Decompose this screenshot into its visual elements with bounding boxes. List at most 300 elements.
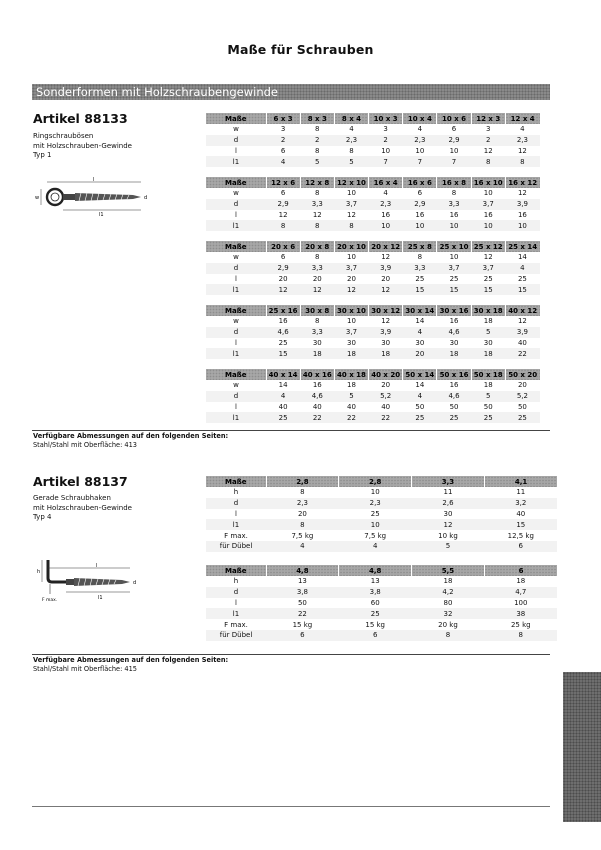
header-label: Maße <box>206 476 266 487</box>
drawing-label-d: d <box>144 195 148 201</box>
table-cell: 15 <box>484 519 557 530</box>
table-header-row <box>206 241 540 252</box>
table-cell: 10 <box>370 488 380 497</box>
table-cell: 12 <box>266 284 300 295</box>
row-label: l1 <box>206 412 266 423</box>
article-88133-availability <box>33 432 228 450</box>
table-cell: 16 <box>415 210 425 219</box>
header-label: Maße <box>206 241 266 252</box>
table-cell: 50 <box>449 402 459 411</box>
table-row <box>206 412 540 423</box>
table-cell: 30 <box>483 338 493 347</box>
column-header: 50 x 16 <box>437 369 471 380</box>
table-row <box>206 530 557 541</box>
column-header: 40 x 20 <box>369 369 403 380</box>
table-cell: 15 <box>266 348 300 359</box>
table-cell: 12 <box>278 210 288 219</box>
table-cell: 4,6 <box>266 327 300 338</box>
table-cell: 3,7 <box>334 199 368 210</box>
table-cell: 7,5 kg <box>291 531 314 540</box>
table-cell: 12 <box>517 317 527 326</box>
table-cell: 10 <box>369 220 403 231</box>
column-header: 40 x 12 <box>505 305 539 316</box>
table-cell: 25 <box>505 412 539 423</box>
column-header: 8 x 4 <box>334 113 368 124</box>
article-88137-desc-line: mit Holzschrauben-Gewinde <box>33 503 132 512</box>
table-cell: 4,6 <box>437 391 471 402</box>
table-cell: 20 <box>297 509 307 518</box>
table-cell: 8 <box>349 146 354 155</box>
table-cell: 14 <box>278 381 288 390</box>
table-cell: 4 <box>403 327 437 338</box>
drawing-label-l1: l1 <box>99 212 104 216</box>
table-cell: 4 <box>383 189 388 198</box>
column-header: 4,8 <box>266 565 339 576</box>
row-label: l <box>235 509 237 518</box>
table-header-row <box>206 369 540 380</box>
column-header: 16 x 10 <box>471 177 505 188</box>
table-row <box>206 252 540 263</box>
table-row <box>206 338 540 349</box>
table-row <box>206 146 540 157</box>
row-label: l1 <box>206 608 266 619</box>
table-cell: 10 kg <box>438 531 458 540</box>
table-cell: 18 <box>443 577 453 586</box>
table-cell: 8 <box>334 220 368 231</box>
table-cell: 8 <box>315 125 320 134</box>
table-cell: 25 <box>449 274 459 283</box>
table-cell: 16 <box>483 210 493 219</box>
column-header: 12 x 4 <box>505 113 539 124</box>
drawing-label-h: h <box>37 569 41 575</box>
header-label: Maße <box>206 565 266 576</box>
table-cell: 22 <box>369 412 403 423</box>
footer-divider <box>32 806 550 807</box>
drawing-label-d: d <box>133 580 137 586</box>
table-cell: 25 kg <box>510 620 531 629</box>
table-cell: 16 <box>381 210 391 219</box>
table-cell: 2,9 <box>266 263 300 274</box>
table-cell: 2,9 <box>437 135 471 146</box>
table-cell: 20 <box>312 274 322 283</box>
table-cell: 25 <box>266 412 300 423</box>
table-cell: 25 <box>517 274 527 283</box>
dimension-table <box>206 565 557 641</box>
dimension-table <box>206 305 540 359</box>
table-row <box>206 391 540 402</box>
table-cell: 4 <box>266 156 300 167</box>
table-cell: 40 <box>381 402 391 411</box>
table-cell: 3,3 <box>403 263 437 274</box>
column-header: 2,8 <box>339 476 412 487</box>
table-cell: 20 <box>347 274 356 283</box>
table-cell: 4 <box>417 125 423 134</box>
table-row <box>206 402 540 413</box>
column-header: 16 x 4 <box>369 177 403 188</box>
row-label: F max. <box>224 620 248 629</box>
column-header: 30 x 10 <box>334 305 368 316</box>
column-header: 12 x 8 <box>300 177 334 188</box>
table-cell: 2 <box>266 135 300 146</box>
row-label: d <box>206 327 266 338</box>
column-header: 20 x 6 <box>266 241 300 252</box>
table-cell: 3,8 <box>266 587 339 598</box>
table-cell: 5 <box>334 391 368 402</box>
table-cell: 14 <box>517 253 527 262</box>
table-cell: 8 <box>471 156 505 167</box>
table-cell: 38 <box>484 608 557 619</box>
column-header: 25 x 14 <box>505 241 539 252</box>
table-row <box>206 274 540 285</box>
table-cell: 2,3 <box>369 199 403 210</box>
table-cell: 25 <box>415 274 425 283</box>
table-cell: 8 <box>266 519 339 530</box>
table-cell: 40 <box>278 402 288 411</box>
table-cell: 15 <box>437 284 471 295</box>
table-cell: 16 <box>517 210 527 219</box>
column-header: 12 x 6 <box>266 177 300 188</box>
row-label: d <box>206 135 266 146</box>
table-cell: 10 <box>347 189 356 198</box>
column-header: 12 x 10 <box>334 177 368 188</box>
table-cell: 40 <box>517 338 527 347</box>
row-label: h <box>233 577 239 586</box>
row-label: l <box>235 402 237 411</box>
table-cell: 20 <box>381 274 391 283</box>
table-cell: 3,2 <box>484 498 557 509</box>
table-cell: 4 <box>266 391 300 402</box>
article-88137-description <box>33 494 203 523</box>
hook-screw-drawing <box>36 556 146 602</box>
table-cell: 18 <box>471 348 505 359</box>
table-cell: 8 <box>315 317 320 326</box>
table-cell: 10 <box>347 317 356 326</box>
availability-heading: Verfügbare Abmessungen auf den folgenden Seiten: <box>33 656 229 664</box>
table-cell: 2,3 <box>403 135 437 146</box>
section-banner: Sonderformen mit Holzschraubengewinde <box>32 84 550 100</box>
table-cell: 100 <box>514 598 528 607</box>
table-row <box>206 220 540 231</box>
table-row <box>206 576 557 587</box>
column-header: 50 x 14 <box>403 369 437 380</box>
table-row <box>206 199 540 210</box>
column-header: 16 x 12 <box>505 177 539 188</box>
table-cell: 40 <box>312 402 322 411</box>
row-label: w <box>233 253 239 262</box>
table-row <box>206 619 557 630</box>
table-cell: 3,3 <box>300 199 334 210</box>
table-cell: 10 <box>483 189 493 198</box>
table-cell: 18 <box>483 381 493 390</box>
header-label: Maße <box>206 177 266 188</box>
column-header: 25 x 16 <box>266 305 300 316</box>
table-cell: 10 <box>437 220 471 231</box>
table-cell: 16 <box>449 381 459 390</box>
row-label: w <box>233 189 239 198</box>
table-cell: 6 <box>280 189 286 198</box>
column-header: 10 x 3 <box>369 113 403 124</box>
table-cell: 4 <box>403 391 437 402</box>
table-cell: 50 <box>483 402 493 411</box>
table-cell: 14 <box>415 317 425 326</box>
drawing-label-l: l <box>96 563 98 569</box>
row-label: d <box>206 391 266 402</box>
table-row <box>206 509 557 520</box>
column-header: 4,8 <box>339 565 412 576</box>
table-cell: 8 <box>315 146 320 155</box>
table-row <box>206 210 540 221</box>
column-header: 50 x 18 <box>471 369 505 380</box>
table-cell: 5 <box>471 327 505 338</box>
table-cell: 3,7 <box>334 263 368 274</box>
table-cell: 16 <box>449 210 459 219</box>
column-header: 30 x 8 <box>300 305 334 316</box>
row-label: l1 <box>206 220 266 231</box>
table-cell: 3 <box>485 125 491 134</box>
table-cell: 8 <box>266 220 300 231</box>
table-cell: 14 <box>415 381 425 390</box>
table-cell: 10 <box>449 146 459 155</box>
table-cell: 3,8 <box>339 587 412 598</box>
table-cell: 2 <box>300 135 334 146</box>
table-cell: 20 <box>381 381 391 390</box>
table-row <box>206 541 557 552</box>
table-cell: 16 <box>312 381 322 390</box>
table-cell: 50 <box>297 598 307 607</box>
table-cell: 5 <box>334 156 368 167</box>
table-cell: 12 <box>300 284 334 295</box>
table-cell: 18 <box>334 348 368 359</box>
table-header-row <box>206 177 540 188</box>
table-cell: 10 <box>471 220 505 231</box>
table-cell: 20 <box>278 274 288 283</box>
row-label: l1 <box>206 284 266 295</box>
table-cell: 11 <box>443 488 453 497</box>
row-label: h <box>233 488 239 497</box>
table-cell: 20 <box>403 348 437 359</box>
table-cell: 7,5 kg <box>364 531 387 540</box>
dimension-table <box>206 177 540 231</box>
table-cell: 10 <box>415 146 425 155</box>
table-cell: 4,6 <box>437 327 471 338</box>
table-row <box>206 608 557 619</box>
table-cell: 40 <box>516 509 526 518</box>
table-cell: 5 <box>412 541 485 552</box>
table-cell: 3,9 <box>369 327 403 338</box>
table-cell: 50 <box>415 402 425 411</box>
table-cell: 8 <box>412 630 485 641</box>
row-label: F max. <box>224 531 248 540</box>
column-header: 30 x 12 <box>369 305 403 316</box>
row-label: l <box>235 146 237 155</box>
table-cell: 2,3 <box>339 498 412 509</box>
table-header-row <box>206 305 540 316</box>
table-cell: 30 <box>449 338 459 347</box>
availability-text: Stahl/Stahl mit Oberfläche: 413 <box>33 441 137 449</box>
row-label: für Dübel <box>206 541 266 552</box>
table-cell: 12 <box>334 284 368 295</box>
table-cell: 5 <box>300 156 334 167</box>
dimension-table <box>206 241 540 295</box>
table-cell: 7 <box>403 156 437 167</box>
column-header: 6 x 3 <box>266 113 300 124</box>
table-header-row <box>206 476 557 487</box>
table-cell: 30 <box>347 338 356 347</box>
table-cell: 2 <box>471 135 505 146</box>
table-cell: 18 <box>437 348 471 359</box>
table-cell: 25 <box>483 274 493 283</box>
table-cell: 8 <box>315 253 320 262</box>
table-row <box>206 327 540 338</box>
column-header: 40 x 14 <box>266 369 300 380</box>
table-cell: 2,9 <box>403 199 437 210</box>
table-cell: 6 <box>266 630 339 641</box>
table-row <box>206 630 557 641</box>
drawing-label-l1: l1 <box>98 595 103 601</box>
table-row <box>206 598 557 609</box>
dimension-table <box>206 476 557 552</box>
table-cell: 16 <box>449 317 459 326</box>
table-cell: 7 <box>437 156 471 167</box>
table-row <box>206 124 540 135</box>
table-cell: 40 <box>347 402 356 411</box>
table-header-row <box>206 113 540 124</box>
table-cell: 12,5 kg <box>507 531 534 540</box>
article-88133-desc-line: Typ 1 <box>33 151 52 159</box>
table-cell: 12 <box>412 519 485 530</box>
column-header: 4,1 <box>484 476 557 487</box>
table-cell: 4 <box>266 541 339 552</box>
table-cell: 4 <box>505 263 539 274</box>
column-header: 20 x 8 <box>300 241 334 252</box>
table-cell: 10 <box>449 253 459 262</box>
table-header-row <box>206 565 557 576</box>
table-row <box>206 380 540 391</box>
table-row <box>206 587 557 598</box>
section-divider <box>32 430 550 431</box>
table-cell: 10 <box>403 220 437 231</box>
column-header: 10 x 4 <box>403 113 437 124</box>
article-88133-title: Artikel 88133 <box>33 111 128 126</box>
table-cell: 22 <box>334 412 368 423</box>
table-cell: 3,9 <box>505 327 539 338</box>
column-header: 40 x 18 <box>334 369 368 380</box>
table-cell: 6 <box>484 541 557 552</box>
table-cell: 6 <box>280 253 286 262</box>
table-cell: 3,3 <box>437 199 471 210</box>
table-cell: 25 <box>370 509 380 518</box>
table-row <box>206 487 557 498</box>
table-cell: 12 <box>369 284 403 295</box>
table-cell: 30 <box>443 509 453 518</box>
article-88133-desc-line: mit Holzschrauben-Gewinde <box>33 141 132 150</box>
table-cell: 13 <box>297 577 307 586</box>
table-cell: 12 <box>517 189 527 198</box>
table-cell: 18 <box>347 381 356 390</box>
table-cell: 22 <box>505 348 539 359</box>
drawing-label-l: l <box>93 177 95 183</box>
row-label: l <box>235 338 237 347</box>
row-label: w <box>233 317 239 326</box>
header-label: Maße <box>206 305 266 316</box>
table-cell: 12 <box>483 253 493 262</box>
table-row <box>206 348 540 359</box>
table-cell: 4 <box>349 125 354 134</box>
table-cell: 20 <box>517 381 527 390</box>
table-row <box>206 316 540 327</box>
table-cell: 25 <box>403 412 437 423</box>
table-cell: 11 <box>516 488 526 497</box>
row-label: d <box>206 199 266 210</box>
article-88137-title: Artikel 88137 <box>33 474 128 489</box>
table-cell: 4,2 <box>412 587 485 598</box>
table-cell: 2,9 <box>266 199 300 210</box>
table-row <box>206 519 557 530</box>
table-cell: 3,7 <box>334 327 368 338</box>
row-label: w <box>233 125 239 134</box>
table-cell: 25 <box>437 412 471 423</box>
column-header: 6 <box>484 565 557 576</box>
table-cell: 2 <box>369 135 403 146</box>
column-header: 2,8 <box>266 476 339 487</box>
table-cell: 3,7 <box>471 263 505 274</box>
table-cell: 16 <box>278 317 288 326</box>
table-cell: 3,9 <box>505 199 539 210</box>
table-cell: 2,3 <box>266 498 339 509</box>
column-header: 16 x 6 <box>403 177 437 188</box>
row-label: l1 <box>206 348 266 359</box>
table-cell: 2,3 <box>334 135 368 146</box>
table-row <box>206 498 557 509</box>
availability-text: Stahl/Stahl mit Oberfläche: 415 <box>33 665 137 673</box>
row-label: w <box>233 381 239 390</box>
table-cell: 32 <box>412 608 485 619</box>
table-cell: 18 <box>369 348 403 359</box>
table-cell: 15 <box>505 284 539 295</box>
column-header: 20 x 12 <box>369 241 403 252</box>
row-label: d <box>206 587 266 598</box>
table-cell: 10 <box>339 519 412 530</box>
table-cell: 20 kg <box>438 620 458 629</box>
table-cell: 6 <box>451 125 457 134</box>
table-cell: 15 <box>403 284 437 295</box>
table-cell: 6 <box>280 146 286 155</box>
article-88133-description <box>33 132 203 161</box>
row-label: l1 <box>206 156 266 167</box>
table-cell: 80 <box>443 598 453 607</box>
table-cell: 4 <box>339 541 412 552</box>
table-cell: 50 <box>517 402 527 411</box>
table-cell: 8 <box>315 189 320 198</box>
table-cell: 5,2 <box>369 391 403 402</box>
column-header: 8 x 3 <box>300 113 334 124</box>
column-header: 3,3 <box>412 476 485 487</box>
article-88137-availability <box>33 656 228 674</box>
table-cell: 3 <box>383 125 388 134</box>
table-cell: 30 <box>415 338 425 347</box>
dimension-table <box>206 369 540 423</box>
column-header: 30 x 14 <box>403 305 437 316</box>
row-label: d <box>206 498 266 509</box>
table-cell: 15 kg <box>292 620 313 629</box>
row-label: l <box>235 598 237 607</box>
drawing-label-fmax: F max. <box>42 598 58 602</box>
table-cell: 18 <box>483 317 493 326</box>
table-cell: 4,7 <box>484 587 557 598</box>
table-cell: 2,3 <box>505 135 539 146</box>
ring-screw-drawing <box>33 176 153 216</box>
dimension-table <box>206 113 540 167</box>
